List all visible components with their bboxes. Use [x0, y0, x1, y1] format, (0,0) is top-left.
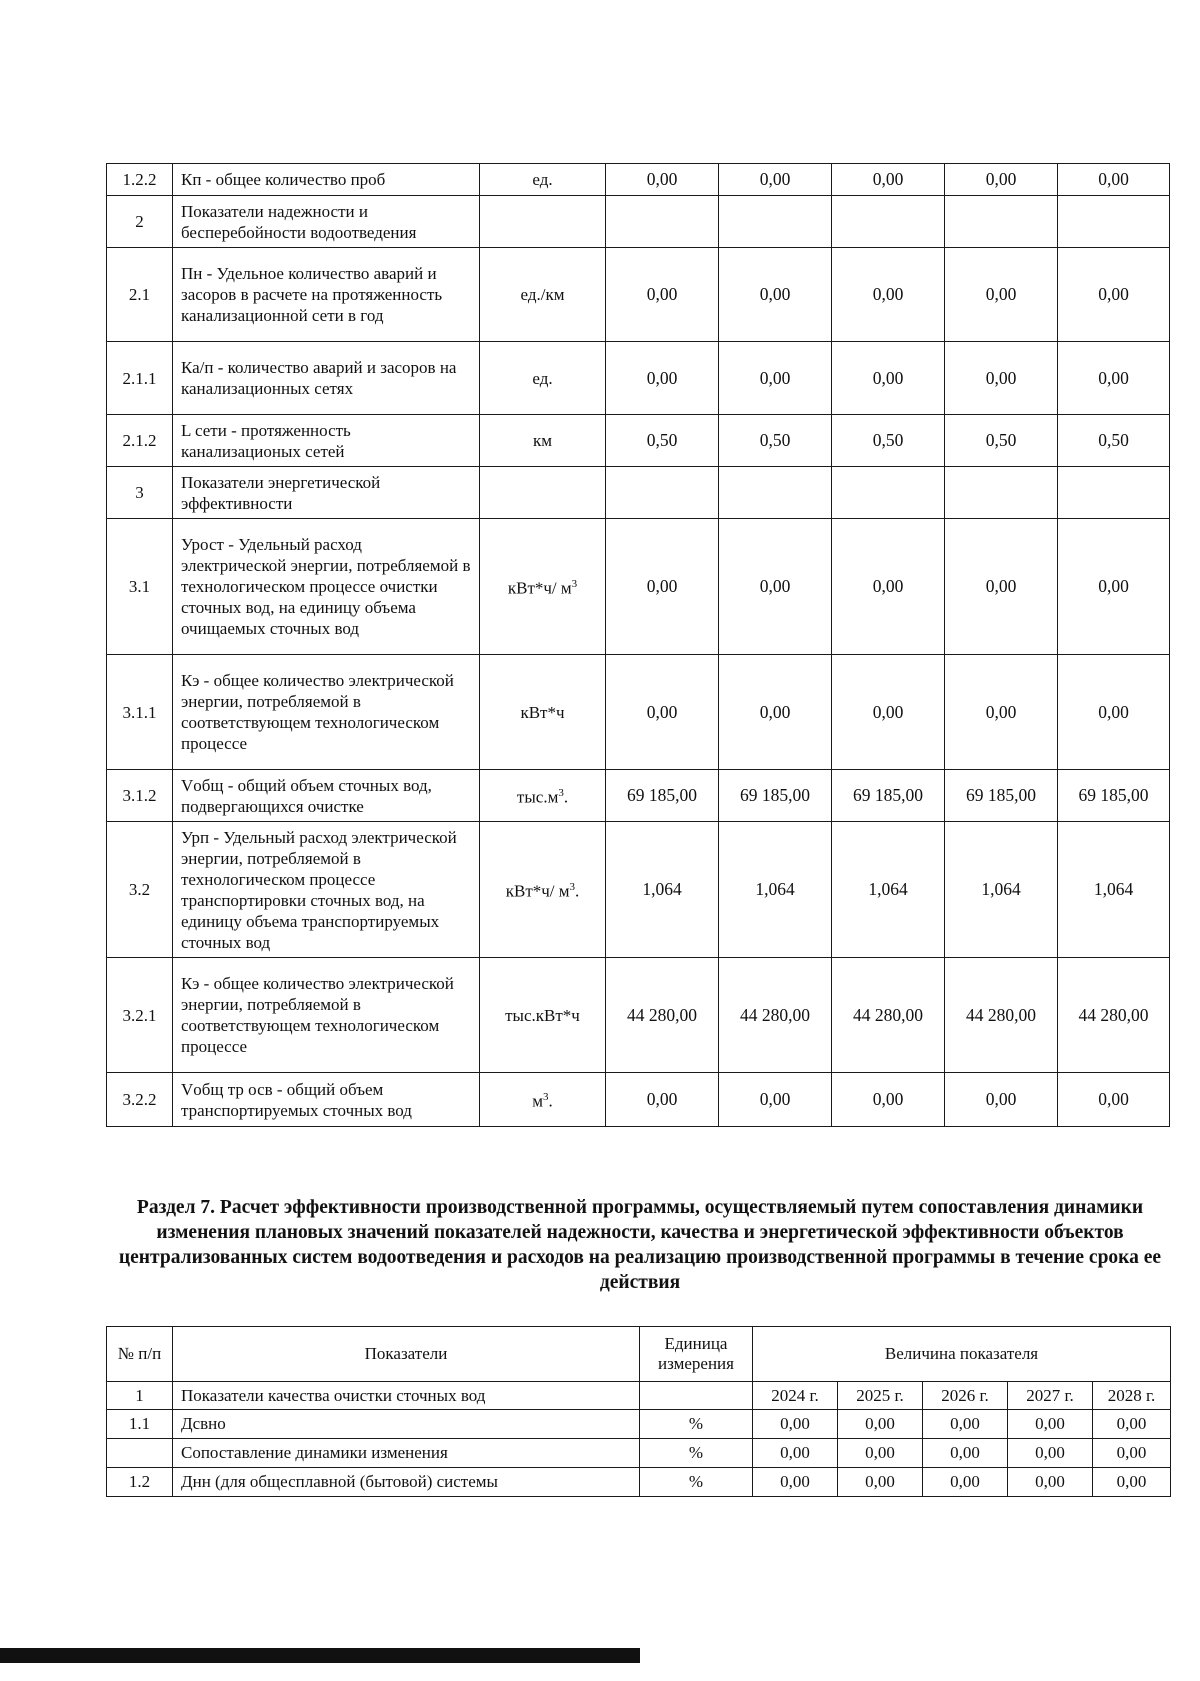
table-row [107, 467, 1170, 519]
value-cell: 0,00 [753, 1468, 838, 1497]
year-2025: 2025 г. [838, 1382, 923, 1410]
value-cell: 0,00 [1058, 1073, 1170, 1127]
value-cell: 0,00 [832, 519, 945, 655]
value-cell [606, 467, 719, 519]
year-2024: 2024 г. [753, 1382, 838, 1410]
row-unit [480, 248, 606, 342]
value-cell [832, 467, 945, 519]
efficiency-table [106, 1326, 1171, 1497]
table-row [107, 770, 1170, 822]
year-2028: 2028 г. [1093, 1382, 1171, 1410]
value-cell: 69 185,00 [606, 770, 719, 822]
row-name: Показатели энергетической эффективности [173, 467, 480, 519]
row-name: Vобщ - общий объем сточных вод, подвергающихся очистке [173, 770, 480, 822]
value-cell: 0,00 [1058, 519, 1170, 655]
table-row [107, 415, 1170, 467]
value-cell: 0,00 [606, 248, 719, 342]
unit-text: кВт*ч/ м [507, 578, 572, 598]
value-cell: 0,00 [832, 655, 945, 770]
row-unit [480, 342, 606, 415]
value-cell: 0,00 [1008, 1410, 1093, 1439]
table-row [107, 958, 1170, 1073]
row-num: 2.1 [107, 248, 173, 342]
row-num: 1 [107, 1382, 173, 1410]
value-cell [719, 196, 832, 248]
table-row [107, 822, 1170, 958]
unit-superscript: 3 [543, 1091, 549, 1104]
value-cell: 0,00 [945, 655, 1058, 770]
row-name: Vобщ тр осв - общий объем транспортируемых сточных вод [173, 1073, 480, 1127]
unit-suffix: . [575, 881, 580, 901]
value-cell: 0,00 [923, 1439, 1008, 1468]
unit-text: тыс.м [516, 787, 559, 807]
value-cell: 0,00 [606, 1073, 719, 1127]
value-cell: 0,00 [719, 248, 832, 342]
value-cell [719, 467, 832, 519]
value-cell: 0,00 [1058, 248, 1170, 342]
value-cell: 0,00 [606, 342, 719, 415]
table-header-row [107, 1327, 1171, 1382]
row-num: 3.2.2 [107, 1073, 173, 1127]
row-name: Кэ - общее количество электрической энергии, потребляемой в соответствующем технологическом процессе [173, 958, 480, 1073]
row-num: 3.1 [107, 519, 173, 655]
value-cell: 0,00 [838, 1468, 923, 1497]
header-indicators: Показатели [173, 1327, 640, 1382]
value-cell: 0,00 [719, 655, 832, 770]
value-cell: 0,00 [606, 655, 719, 770]
row-num: 2.1.1 [107, 342, 173, 415]
value-cell [832, 196, 945, 248]
table-row [107, 248, 1170, 342]
unit-text: ед./км [520, 285, 565, 304]
row-num: 2 [107, 196, 173, 248]
unit-text: км [532, 431, 553, 450]
value-cell: 0,00 [945, 164, 1058, 196]
row-num: 1.1 [107, 1410, 173, 1439]
value-cell: 44 280,00 [945, 958, 1058, 1073]
value-cell: 1,064 [1058, 822, 1170, 958]
value-cell: 0,00 [832, 164, 945, 196]
value-cell [945, 467, 1058, 519]
unit-superscript: 3 [569, 881, 576, 894]
value-cell: 0,00 [1008, 1468, 1093, 1497]
row-unit [480, 822, 606, 958]
value-cell [606, 196, 719, 248]
scan-edge-bar [0, 1648, 640, 1663]
value-cell: 0,00 [945, 248, 1058, 342]
row-name: Сопоставление динамики изменения [173, 1439, 640, 1468]
unit-suffix: . [548, 1091, 553, 1111]
row-num: 3 [107, 467, 173, 519]
value-cell: 0,00 [1058, 164, 1170, 196]
value-cell: 1,064 [606, 822, 719, 958]
value-cell: 0,50 [945, 415, 1058, 467]
value-cell: 44 280,00 [1058, 958, 1170, 1073]
row-num: 1.2.2 [107, 164, 173, 196]
section-7-heading: Раздел 7. Расчет эффективности производственной программы, осуществляемый путем сопоставления динамики изменения плановых значений показателей надежности, качества и энергетической эффективности объектов централизованных систем водоотведения и расходов на реализацию производственной программы в течение срока ее действия [118, 1197, 1162, 1293]
row-unit [480, 467, 606, 519]
value-cell: 0,00 [1008, 1439, 1093, 1468]
row-name: Ка/п - количество аварий и засоров на канализационных сетях [173, 342, 480, 415]
value-cell [1058, 467, 1170, 519]
year-2026: 2026 г. [923, 1382, 1008, 1410]
unit-suffix: . [563, 787, 569, 807]
value-cell: 0,50 [719, 415, 832, 467]
row-unit [480, 958, 606, 1073]
unit-text: ед. [532, 170, 553, 189]
unit-superscript: 3 [571, 578, 578, 591]
row-unit [480, 415, 606, 467]
value-cell: 0,00 [1058, 655, 1170, 770]
row-num [107, 1439, 173, 1468]
value-cell: 0,00 [832, 1073, 945, 1127]
table-row [107, 164, 1170, 196]
table-row [107, 196, 1170, 248]
header-value: Величина показателя [753, 1327, 1171, 1382]
unit-text: кВт*ч [520, 702, 565, 722]
table-row [107, 1439, 1171, 1468]
unit-text: кВт*ч/ м [505, 881, 570, 901]
row-unit [640, 1382, 753, 1410]
table-row [107, 1382, 1171, 1410]
indicators-table-continued [106, 163, 1170, 1127]
row-name: Показатели качества очистки сточных вод [173, 1382, 640, 1410]
value-cell: 0,00 [1093, 1468, 1171, 1497]
unit-text: м [532, 1091, 543, 1111]
row-name: Дсвно [173, 1410, 640, 1439]
value-cell: 0,50 [1058, 415, 1170, 467]
value-cell: 0,00 [753, 1439, 838, 1468]
row-unit [480, 770, 606, 822]
value-cell: 0,00 [832, 248, 945, 342]
row-name: Кп - общее количество проб [173, 164, 480, 196]
row-num: 3.2 [107, 822, 173, 958]
value-cell: 44 280,00 [606, 958, 719, 1073]
table-row [107, 1468, 1171, 1497]
value-cell: 0,50 [606, 415, 719, 467]
row-num: 2.1.2 [107, 415, 173, 467]
value-cell: 0,00 [719, 342, 832, 415]
value-cell: 0,00 [838, 1439, 923, 1468]
value-cell: 0,00 [753, 1410, 838, 1439]
value-cell: 0,00 [719, 519, 832, 655]
row-unit: % [640, 1410, 753, 1439]
row-unit: % [640, 1468, 753, 1497]
value-cell: 44 280,00 [832, 958, 945, 1073]
row-unit [480, 655, 606, 770]
table-row [107, 1073, 1170, 1127]
value-cell: 0,00 [945, 519, 1058, 655]
value-cell: 0,50 [832, 415, 945, 467]
row-unit: % [640, 1439, 753, 1468]
row-num: 3.1.1 [107, 655, 173, 770]
value-cell: 0,00 [832, 342, 945, 415]
row-num: 3.2.1 [107, 958, 173, 1073]
row-name: Показатели надежности и бесперебойности водоотведения [173, 196, 480, 248]
value-cell: 1,064 [945, 822, 1058, 958]
value-cell: 44 280,00 [719, 958, 832, 1073]
row-name: Урп - Удельный расход электрической энергии, потребляемой в технологическом процессе транспортировки сточных вод, на единицу объема транспортируемых сточных вод [173, 822, 480, 958]
year-2027: 2027 г. [1008, 1382, 1093, 1410]
value-cell: 1,064 [719, 822, 832, 958]
value-cell: 69 185,00 [832, 770, 945, 822]
row-num: 1.2 [107, 1468, 173, 1497]
table-row [107, 342, 1170, 415]
unit-text: ед. [532, 368, 553, 388]
value-cell: 0,00 [719, 1073, 832, 1127]
row-name: L сети - протяженность канализационых сетей [173, 415, 480, 467]
table-row [107, 519, 1170, 655]
value-cell: 0,00 [719, 164, 832, 196]
value-cell: 0,00 [1093, 1410, 1171, 1439]
value-cell: 0,00 [945, 1073, 1058, 1127]
table-row [107, 655, 1170, 770]
value-cell [1058, 196, 1170, 248]
value-cell: 69 185,00 [945, 770, 1058, 822]
row-name: Пн - Удельное количество аварий и засоров в расчете на протяженность канализационной сети в год [173, 248, 480, 342]
row-unit [480, 519, 606, 655]
value-cell: 0,00 [606, 519, 719, 655]
row-unit [480, 196, 606, 248]
row-unit [480, 164, 606, 196]
value-cell: 69 185,00 [719, 770, 832, 822]
table-row [107, 1410, 1171, 1439]
value-cell: 0,00 [923, 1468, 1008, 1497]
row-name: Кэ - общее количество электрической энергии, потребляемой в соответствующем технологическом процессе [173, 655, 480, 770]
value-cell: 0,00 [838, 1410, 923, 1439]
value-cell: 69 185,00 [1058, 770, 1170, 822]
value-cell [945, 196, 1058, 248]
unit-text: тыс.кВт*ч [505, 1005, 580, 1025]
row-num: 3.1.2 [107, 770, 173, 822]
unit-superscript: 3 [558, 787, 564, 800]
value-cell: 1,064 [832, 822, 945, 958]
row-unit [480, 1073, 606, 1127]
header-num: № п/п [107, 1327, 173, 1382]
header-unit: Единица измерения [640, 1327, 753, 1382]
value-cell: 0,00 [1058, 342, 1170, 415]
value-cell: 0,00 [606, 164, 719, 196]
value-cell: 0,00 [923, 1410, 1008, 1439]
row-name: Урост - Удельный расход электрической энергии, потребляемой в технологическом процессе очистки сточных вод, на единицу объема очищаемых сточных вод [173, 519, 480, 655]
row-name: Днн (для общесплавной (бытовой) системы [173, 1468, 640, 1497]
value-cell: 0,00 [945, 342, 1058, 415]
value-cell: 0,00 [1093, 1439, 1171, 1468]
